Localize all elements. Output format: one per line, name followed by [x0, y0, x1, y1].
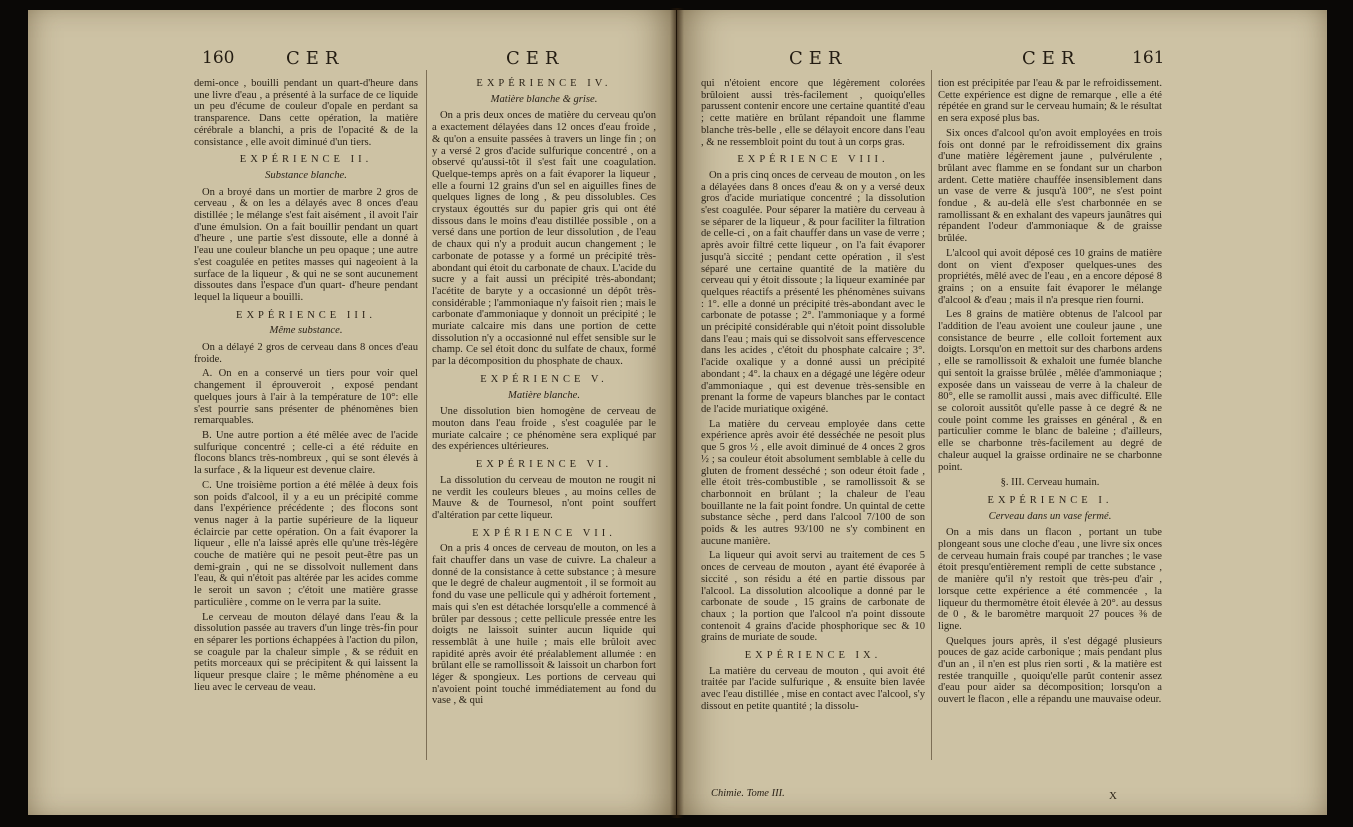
section-heading: EXPÉRIENCE VIII. [737, 154, 889, 166]
paragraph: On a délayé 2 gros de cerveau dans 8 onces d'eau froide. [194, 342, 418, 365]
paragraph: A. On en a conservé un tiers pour voir quel changement il éprouveroit , exposé pendant quelques jours à l'air à la température de 10°: elle s'est pourrie sans présenter de phénomènes bien remarquables. [194, 368, 418, 427]
header-word: CER [506, 48, 565, 69]
right-page [677, 10, 1327, 815]
right-column-2 [938, 78, 1162, 709]
signature-mark: X [1109, 790, 1117, 802]
paragraph: demi-once , bouilli pendant un quart-d'heure dans une livre d'eau , a présenté à la surface de ce liquide un peu d'écume de couleur d'opale en perdant sa transparence. Dans cette opération, la matière cérébrale a blanchi, a pris de l'opacité & de la consistance , elle avoit diminué d'un tiers. [194, 78, 418, 148]
paragraph: tion est précipitée par l'eau & par le refroidissement. Cette expérience est digne de remarque , elle a été répétée en grand sur le cerveau humain; & le résultat en sera exposé plus bas. [938, 78, 1162, 125]
footer-signature-line: Chimie. Tome III. [711, 788, 785, 799]
paragraph: On a broyé dans un mortier de marbre 2 gros de cerveau , & on les a délayés avec 8 onces d'eau distillée ; le mélange s'est fait aisément , il avoit l'air d'une émulsion. On a fait bouillir pendant un quart d'heure , une partie s'est dissoute, elle a donné à l'eau une couleur blanche un peu opaque ; une autre s'est coagulée en petites masses qui nageoient à la surface de la liqueur , & qui ne se sont aucunement dissoutes dans l'espace d'un quart- d'heure pendant lequel la liqueur a bouilli. [194, 186, 418, 303]
section-subtitle: Substance blanche. [265, 169, 347, 181]
paragraph: On a pris 4 onces de cerveau de mouton, on les a fait chauffer dans un vase de cuivre. La chaleur a donné de la consistance à cette substance ; à mesure que le degré de chaleur augmentoit , il se formoit au fond du vase une pellicule qui y adhéroit fortement , mais qui s'en est détachée lorsqu'elle a commencé à brûler par dessous ; cette pellicule pressée entre les doigts ne laissoit suinter aucun liquide qui ressemblât à une huile ; mais elle brûloit avec rapidité après avoir été préalablement allumée : en brûlant elle se ramollissoit & laissoit un charbon fort léger & spongieux. Les portions de cerveau qui n'avoient point touché immédiatement au fond du vase , & qui [432, 543, 656, 707]
paragraph: qui n'étoient encore que légèrement colorées brûloient aussi très-facilement , quoiqu'elles parussent contenir encore une certaine quantité d'eau ; cette matière en brûlant répandoit une flamme blanche très-belle , elle se délayoit encore dans l'eau , & ne ressembloit point du tout à un corps gras. [701, 78, 925, 148]
section-heading: EXPÉRIENCE IV. [476, 78, 612, 89]
book-gutter [670, 8, 684, 818]
paragraph: La dissolution du cerveau de mouton ne rougit ni ne verdit les couleurs bleues , au moins celles de Mauve & de Tournesol, n'ont point souffert d'altération par cette liqueur. [432, 474, 656, 521]
paragraph: Les 8 grains de matière obtenus de l'alcool par l'addition de l'eau avoient une couleur jaune , une consistance de beurre , elle colloit fortement aux doigts. Lorsqu'on en mettoit sur des charbons ardens , elle se ramollissoit & exhaloit une fumée blanche qui sentoit la graisse brûlée , mêlée d'ammoniaque ; exposée dans un vaisseau de verre à la chaleur de 80°, elle se ramollit aussi , mais avec difficulté. Elle se coloroit aussitôt qu'elle passe à ce degré & ne coule point comme les graisses en général , & en particulier comme le blanc de baleine ; d'ailleurs, elle se charbonne très-facilement au degré de chaleur auquel la graisse ordinaire ne se charbonne point. [938, 309, 1162, 473]
page-number: 161 [1132, 48, 1165, 68]
paragraph: Quelques jours après, il s'est dégagé plusieurs pouces de gaz acide carbonique ; mais pendant plus d'un an , il n'en est plus rien sorti , & la matière est restée tranquille , quoiqu'elle parût contenir assez d'eau pour aider sa décomposition; lorsqu'on a ouvert le flacon , elle a répandu une mauvaise odeur. [938, 635, 1162, 706]
left-column-1 [194, 78, 418, 696]
left-column-2 [432, 78, 656, 710]
section-heading: EXPÉRIENCE II. [239, 154, 373, 166]
paragraph: On a mis dans un flacon , portant un tube plongeant sous une cloche d'eau , une livre six onces de cerveau humain frais coupé par tranches ; le vase étoit presqu'entièrement rempli de cette substance , de manière qu'il n'y restoit que très-peu d'air , lorsque cette expérience a été commencée , la liqueur du thermomètre étoit élevée à 20°. au dessus de 0 , & le baromètre marquoit 27 pouces ⅜ de ligne. [938, 527, 1162, 632]
paragraph: Le cerveau de mouton délayé dans l'eau & la dissolution passée au travers d'un linge très-fin pour en séparer les portions échappées à l'action du pilon, se coagule par la chaleur simple , & se réduit en petits morceaux qui se précipitent & qui laissent la liqueur presque claire ; le même phénomène a eu lieu avec le cerveau de veau. [194, 611, 418, 693]
paragraph: La matière du cerveau employée dans cette expérience après avoir été desséchée ne pesoit plus que 5 gros ½ , elle avoit diminué de 4 onces 2 gros ½ ; sa couleur étoit absolument semblable à celle du gluten de froment desséché ; son odeur étoit fade , elle étoit très-combustible , se ramollissoit & se charbonnoit en brûlant ; la chaleur de l'eau bouillante ne la fait point fondre. Un quintal de cette substance sèche , perd dans l'alcool 7/100 de son poids & les autres 93/100 ne s'y combinent en aucune manière. [701, 418, 925, 547]
column-rule [426, 70, 427, 760]
header-word: CER [789, 48, 848, 69]
right-column-1 [701, 78, 925, 716]
page-number: 160 [202, 48, 235, 68]
paragraph: Six onces d'alcool qu'on avoit employées en trois fois ont donné par le refroidissement dix grains d'une matière légèrement jaune , pulvérulente , brûlant avec flamme en se fondant sur un charbon ardent. Cette matière chauffée insensiblement dans un vase de verre & jusqu'à 100°, ne s'est point fondue , & au-delà elle s'est charbonnée en se ramollissant & en exhalant des vapeurs jaunâtres qui répandent l'odeur d'ammoniaque & de graisse brûlée. [938, 127, 1162, 245]
section-heading: EXPÉRIENCE IX. [744, 650, 882, 662]
section-subtitle: Matière blanche & grise. [490, 93, 598, 105]
header-word: CER [286, 48, 345, 69]
section-heading: EXPÉRIENCE III. [236, 309, 376, 321]
column-rule [931, 70, 932, 760]
paragraph: B. Une autre portion a été mêlée avec de l'acide sulfurique concentré ; celle-ci a été réduite en flocons blancs très-nombreux , qui se sont élevés à la surface , & la liqueur est devenue claire. [194, 429, 418, 477]
section-subtitle: Même substance. [269, 325, 343, 337]
section-heading: EXPÉRIENCE VI. [475, 459, 613, 471]
left-page [28, 10, 676, 815]
paragraph: La matière du cerveau de mouton , qui avoit été traitée par l'acide sulfurique , & ensuite bien lavée avec l'eau distillée , mise en contact avec l'alcool, s'y dissout en petite quantité ; la dissolu- [701, 665, 925, 712]
header-word: CER [1022, 48, 1081, 69]
paragraph: On a pris deux onces de matière du cerveau qu'on a exactement délayées dans 12 onces d'eau froide , & qu'on a ensuite passées à travers un linge fin ; on y a versé 2 gros d'acide sulfurique concentré , on a observé qu'aussi-tôt il s'est fait une coagulation. Quelque-temps après on a fait évaporer la liqueur , elle a fourni 12 grains d'un sel en aiguilles fines de quelques lignes de long , & peu dissolubles. Ces crystaux égouttés sur du papier gris qui ont été dissous dans le moins d'eau distillée possible , on a versé dans une portion de leur dissolution , de l'eau de chaux qui n'y a produit aucun changement ; le carbonate de potasse y a formé un précipité très-abondant qui étoit du carbonate de chaux. L'acide du sucre y a fait aussi un précipité très-abondant; l'acétite de baryte y a occasionné un dépôt très-considérable ; l'ammoniaque n'y faisoit rien ; mais le carbonate d'ammoniaque y donnoit un précipité ; le muriate calcaire mis dans une portion de cette dissolution n'y a occasionné nul effet sensible sur le champ. Ce sel étoit donc du sulfate de chaux, formé par la décomposition du phosphate de chaux. [432, 110, 656, 368]
section-subtitle: Matière blanche. [508, 389, 580, 401]
section-title: §. III. Cerveau humain. [1000, 477, 1100, 489]
paragraph: L'alcool qui avoit déposé ces 10 grains de matière dont on vient d'exposer quelques-unes des propriétés, mêlé avec de l'eau , en a encore déposé 8 grains ; on a ensuite fait évaporer le mélange d'alcool & d'eau ; mais il n'a presque rien fourni. [938, 247, 1162, 306]
section-subtitle: Cerveau dans un vase fermé. [988, 510, 1112, 522]
paragraph: La liqueur qui avoit servi au traitement de ces 5 onces de cerveau de mouton , ayant été évaporée à siccité , son résidu a été en partie dissous par l'alcool. La dissolution alcoolique a donné par le carbonate de soude , 15 grains de carbonate de chaux ; la portion que l'alcool n'a point dissoute contenoit 4 grains d'acide phosphorique sec & 10 grains de muriate de soude. [701, 550, 925, 644]
section-heading: EXPÉRIENCE VII. [472, 527, 616, 539]
paragraph: Une dissolution bien homogène de cerveau de mouton dans l'eau froide , s'est coagulée par le muriate calcaire ; ce phénomène sera expliqué par des expériences ultérieures. [432, 406, 656, 453]
section-heading: EXPÉRIENCE I. [987, 494, 1113, 506]
section-heading: EXPÉRIENCE V. [480, 373, 608, 385]
paragraph: On a pris cinq onces de cerveau de mouton , on les a délayées dans 8 onces d'eau & on y a versé deux gros d'acide muriatique concentré ; la dissolution s'est coagulée. Pour séparer la matière du cerveau à se séparer de la liqueur , & pour faciliter la filtration de celle-ci , on a fait chauffer dans un vase de verre ; après avoir filtré cette liqueur , on l'a fait évaporer jusqu'à siccité ; pendant cette opération , il s'est séparé une certaine quantité de la matière du cerveau qui y étoit dissoute ; la liqueur examinée par quelques réactifs a présenté les phénomènes suivans : 1°. elle a donné un précipité très-abondant avec le carbonate de potasse ; 2°. l'ammoniaque y a formé un précipité considérable qui n'étoit point dissoluble dans l'eau ; mais qui se dissolvoit sans effervescence dans les acides , c'étoit du phosphate calcaire ; 3°. l'acide oxalique y a donné aussi un précipité abondant ; 4°. la chaux en a dégagé une légère odeur d'ammoniaque , qui est devenue très-sensible en prenant la forme de vapeurs blanches par le contact de l'acide muriatique oxigéné. [701, 169, 925, 415]
paragraph: C. Une troisième portion a été mêlée à deux fois son poids d'alcool, il y a eu un précipité comme dans l'expérience précédente ; des flocons sont venus nager à la partie supérieure de la liqueur éclaircie par cette opération. On a fait évaporer la liqueur , elle n'a laissé après elle qu'une très-légère couche de matière qui ne pesoit peut-être pas un demi-grain , qui ne se dissolvoit nullement dans l'eau, & qui n'étoit pas altérée par les acides comme le seroit un savon ; c'étoit une matière grasse particulière , comme on le verra par la suite. [194, 479, 418, 608]
